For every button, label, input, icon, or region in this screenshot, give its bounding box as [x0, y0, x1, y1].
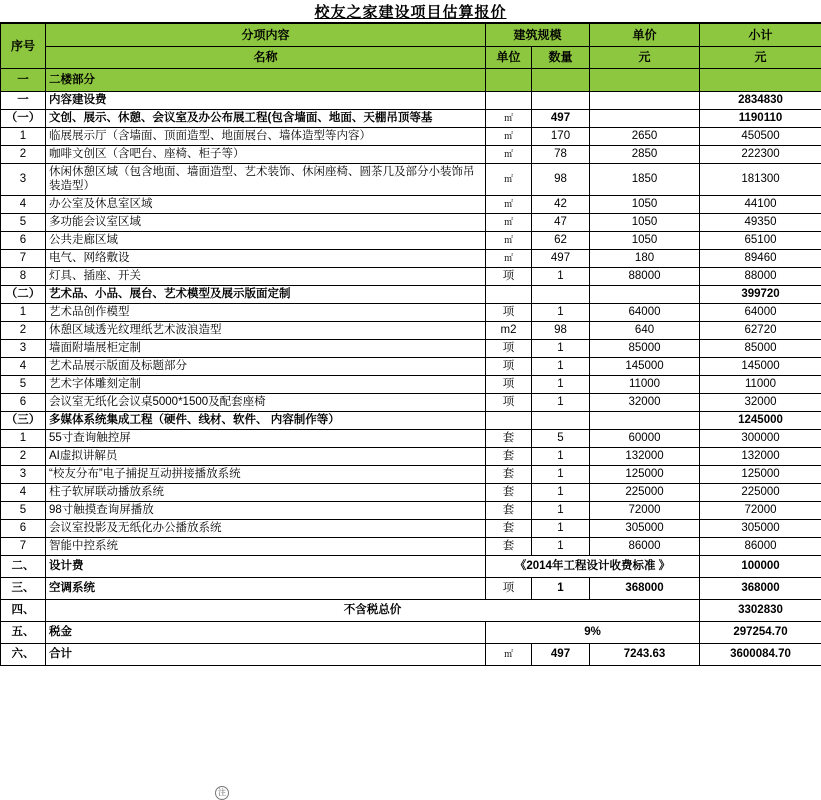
- cell-name: 灯具、插座、开关: [46, 267, 486, 285]
- cell-name: 合计: [46, 643, 486, 665]
- cell-qty: 1: [532, 339, 590, 357]
- cell-name: 休憩区域透光纹理纸艺术波浪造型: [46, 321, 486, 339]
- cell-unit: [486, 92, 532, 110]
- cell-unit-price: 125000: [590, 465, 700, 483]
- cell-unit-price: 2650: [590, 128, 700, 146]
- cell-unit-price: 640: [590, 321, 700, 339]
- cell-subtotal: 225000: [700, 483, 821, 501]
- cell-name: 办公室及休息室区域: [46, 195, 486, 213]
- cell-qty: 5: [532, 429, 590, 447]
- cell-no: 三、: [1, 577, 46, 599]
- cell-name: 内容建设费: [46, 92, 486, 110]
- cell-name: 艺术字体雕刻定制: [46, 375, 486, 393]
- table-row: [1, 429, 821, 447]
- cell-name: “校友分布”电子捕捉互动拼接播放系统: [46, 465, 486, 483]
- header-cell-name: 名称: [46, 47, 486, 69]
- cell-qty: 497: [532, 110, 590, 128]
- cell-qty: 1: [532, 303, 590, 321]
- table-row: [1, 321, 821, 339]
- cell-unit: ㎡: [486, 643, 532, 665]
- table-row: [1, 164, 821, 196]
- cell-unit: 套: [486, 429, 532, 447]
- cell-unit-price: 305000: [590, 519, 700, 537]
- cell-qty: 98: [532, 321, 590, 339]
- header-cell-unit: 单位: [486, 47, 532, 69]
- cell-no: 一: [1, 92, 46, 110]
- cell-no: 4: [1, 195, 46, 213]
- cell-unit: 套: [486, 537, 532, 555]
- cell-unit: [486, 411, 532, 429]
- cell-qty: [532, 285, 590, 303]
- cell-unit-price: 145000: [590, 357, 700, 375]
- cell-unit-price: 1850: [590, 164, 700, 196]
- cell-no: 3: [1, 465, 46, 483]
- cell-qty: 98: [532, 164, 590, 196]
- cell-unit: ㎡: [486, 146, 532, 164]
- estimate-table: [0, 23, 821, 666]
- cell-name: 空调系统: [46, 577, 486, 599]
- table-row: [1, 69, 821, 92]
- document-title-row: [0, 0, 821, 23]
- cell-unit: ㎡: [486, 231, 532, 249]
- cell-subtotal: 1245000: [700, 411, 821, 429]
- page-title: 校友之家建设项目估算报价: [314, 1, 506, 22]
- header-cell-qty: 数量: [532, 47, 590, 69]
- cell-name: 55寸查询触控屏: [46, 429, 486, 447]
- cell-subtotal: 3600084.70: [700, 643, 821, 665]
- table-row: [1, 92, 821, 110]
- header-cell-no: 序号: [1, 24, 46, 69]
- cell-subtotal: 450500: [700, 128, 821, 146]
- table-row: [1, 501, 821, 519]
- cell-unit: 项: [486, 375, 532, 393]
- cell-subtotal: 72000: [700, 501, 821, 519]
- cell-no: 2: [1, 447, 46, 465]
- cell-unit: ㎡: [486, 128, 532, 146]
- cell-subtotal: 100000: [700, 555, 821, 577]
- cell-name: 不含税总价: [46, 599, 700, 621]
- cell-unit-price: 72000: [590, 501, 700, 519]
- cell-subtotal: 297254.70: [700, 621, 821, 643]
- cell-unit-price: 88000: [590, 267, 700, 285]
- header-cell-content: 分项内容: [46, 24, 486, 47]
- cell-no: 6: [1, 231, 46, 249]
- table-row: [1, 555, 821, 577]
- cell-no: 1: [1, 303, 46, 321]
- cell-subtotal: 64000: [700, 303, 821, 321]
- cell-no: 四、: [1, 599, 46, 621]
- table-row: [1, 249, 821, 267]
- cell-unit: ㎡: [486, 110, 532, 128]
- table-row: [1, 146, 821, 164]
- cell-unit: 项: [486, 577, 532, 599]
- table-row: [1, 339, 821, 357]
- cell-unit: ㎡: [486, 195, 532, 213]
- cell-subtotal: 2834830: [700, 92, 821, 110]
- table-row: [1, 599, 821, 621]
- cell-no: 2: [1, 321, 46, 339]
- cell-name: 设计费: [46, 555, 486, 577]
- cell-name: 艺术品创作模型: [46, 303, 486, 321]
- cell-no: 5: [1, 501, 46, 519]
- cell-unit-price: 1050: [590, 213, 700, 231]
- cell-qty: 78: [532, 146, 590, 164]
- cell-name: 98寸触摸查询屏播放: [46, 501, 486, 519]
- cell-qty: 62: [532, 231, 590, 249]
- cell-qty: 170: [532, 128, 590, 146]
- cell-no: 1: [1, 429, 46, 447]
- cell-unit: 项: [486, 303, 532, 321]
- cell-no: 4: [1, 483, 46, 501]
- cell-subtotal: 62720: [700, 321, 821, 339]
- cell-qty: 42: [532, 195, 590, 213]
- cell-unit: ㎡: [486, 249, 532, 267]
- table-row: [1, 267, 821, 285]
- cell-no: （三）: [1, 411, 46, 429]
- cell-no: （二）: [1, 285, 46, 303]
- cell-subtotal: 88000: [700, 267, 821, 285]
- cell-subtotal: 125000: [700, 465, 821, 483]
- cell-unit: 项: [486, 393, 532, 411]
- cell-name: 电气、网络敷设: [46, 249, 486, 267]
- cell-name: 会议室无纸化会议桌5000*1500及配套座椅: [46, 393, 486, 411]
- cell-subtotal: 1190110: [700, 110, 821, 128]
- cell-unit-price: 1050: [590, 195, 700, 213]
- cell-qty: 1: [532, 393, 590, 411]
- cell-unit-price: 368000: [590, 577, 700, 599]
- table-row: [1, 285, 821, 303]
- cell-no: 6: [1, 393, 46, 411]
- cell-unit: [486, 69, 532, 92]
- cell-unit-price: [590, 411, 700, 429]
- table-row: [1, 213, 821, 231]
- cell-name: 休闲休憩区域（包含地面、墙面造型、艺术装饰、休闲座椅、圆茶几及部分小装饰吊装造型）: [46, 164, 486, 196]
- cell-qty: 1: [532, 465, 590, 483]
- cell-subtotal: 11000: [700, 375, 821, 393]
- cell-unit-price: 132000: [590, 447, 700, 465]
- cell-unit-price: 7243.63: [590, 643, 700, 665]
- cell-subtotal: 86000: [700, 537, 821, 555]
- table-row: [1, 411, 821, 429]
- cell-unit-price: 2850: [590, 146, 700, 164]
- cell-name: 多功能会议室区域: [46, 213, 486, 231]
- cell-qty: 1: [532, 519, 590, 537]
- cell-unit-price: [590, 69, 700, 92]
- cell-name: 公共走廊区域: [46, 231, 486, 249]
- cell-no: 7: [1, 249, 46, 267]
- cell-name: 会议室投影及无纸化办公播放系统: [46, 519, 486, 537]
- cell-qty: 497: [532, 643, 590, 665]
- table-header-row-2: [1, 47, 821, 69]
- cell-subtotal: 305000: [700, 519, 821, 537]
- cell-qty: 1: [532, 483, 590, 501]
- cell-qty: 1: [532, 577, 590, 599]
- cell-unit: 套: [486, 483, 532, 501]
- cell-unit-price: 64000: [590, 303, 700, 321]
- cell-unit: 项: [486, 267, 532, 285]
- cell-subtotal: 3302830: [700, 599, 821, 621]
- cell-merged-note: 《2014年工程设计收费标准 》: [486, 555, 700, 577]
- cell-qty: 47: [532, 213, 590, 231]
- cell-unit-price: 11000: [590, 375, 700, 393]
- cell-subtotal: [700, 69, 821, 92]
- cell-unit-price: [590, 110, 700, 128]
- cell-name: 墙面附墙展柜定制: [46, 339, 486, 357]
- cell-qty: 497: [532, 249, 590, 267]
- cell-unit: 项: [486, 339, 532, 357]
- cell-subtotal: 145000: [700, 357, 821, 375]
- cell-name: 艺术品、小品、展台、艺术模型及展示版面定制: [46, 285, 486, 303]
- cell-name: 税金: [46, 621, 486, 643]
- cell-no: 7: [1, 537, 46, 555]
- cell-name: 智能中控系统: [46, 537, 486, 555]
- cell-no: 一: [1, 69, 46, 92]
- cell-qty: 1: [532, 501, 590, 519]
- cell-qty: [532, 92, 590, 110]
- header-cell-price-unit: 元: [590, 47, 700, 69]
- cell-no: 3: [1, 164, 46, 196]
- cell-no: 5: [1, 213, 46, 231]
- cell-unit: 套: [486, 519, 532, 537]
- cell-no: 6: [1, 519, 46, 537]
- cell-subtotal: 89460: [700, 249, 821, 267]
- cell-qty: 1: [532, 267, 590, 285]
- table-row: [1, 375, 821, 393]
- cell-qty: [532, 69, 590, 92]
- table-row: [1, 110, 821, 128]
- cell-subtotal: 85000: [700, 339, 821, 357]
- table-row: [1, 621, 821, 643]
- table-header-row-1: [1, 24, 821, 47]
- cell-name: AI虚拟讲解员: [46, 447, 486, 465]
- cell-name: 多媒体系统集成工程（硬件、线材、软件、 内容制作等）: [46, 411, 486, 429]
- table-row: [1, 519, 821, 537]
- cell-unit: 套: [486, 465, 532, 483]
- cell-unit-price: [590, 92, 700, 110]
- table-row: [1, 357, 821, 375]
- cell-qty: 1: [532, 375, 590, 393]
- cell-qty: [532, 411, 590, 429]
- cell-subtotal: 181300: [700, 164, 821, 196]
- cell-subtotal: 65100: [700, 231, 821, 249]
- cell-unit-price: 60000: [590, 429, 700, 447]
- cell-unit-price: 1050: [590, 231, 700, 249]
- header-cell-price: 单价: [590, 24, 700, 47]
- cell-name: 二楼部分: [46, 69, 486, 92]
- table-row: [1, 465, 821, 483]
- cell-subtotal: 300000: [700, 429, 821, 447]
- table-row: [1, 577, 821, 599]
- table-row: [1, 231, 821, 249]
- cell-no: （一）: [1, 110, 46, 128]
- table-row: [1, 128, 821, 146]
- cell-subtotal: 399720: [700, 285, 821, 303]
- cell-merged-note: 9%: [486, 621, 700, 643]
- cell-unit: ㎡: [486, 213, 532, 231]
- cell-unit: ㎡: [486, 164, 532, 196]
- cell-no: 4: [1, 357, 46, 375]
- cell-no: 六、: [1, 643, 46, 665]
- cell-no: 二、: [1, 555, 46, 577]
- table-row: [1, 483, 821, 501]
- footnote-marker: 注: [215, 786, 229, 800]
- cell-no: 2: [1, 146, 46, 164]
- cell-unit-price: 32000: [590, 393, 700, 411]
- cell-unit-price: 180: [590, 249, 700, 267]
- cell-name: 柱子软屏联动播放系统: [46, 483, 486, 501]
- cell-unit: m2: [486, 321, 532, 339]
- cell-no: 3: [1, 339, 46, 357]
- cell-no: 5: [1, 375, 46, 393]
- cell-name: 艺术品展示版面及标题部分: [46, 357, 486, 375]
- cell-unit: 套: [486, 501, 532, 519]
- cell-qty: 1: [532, 447, 590, 465]
- table-row: [1, 643, 821, 665]
- table-row: [1, 537, 821, 555]
- header-cell-scale: 建筑规模: [486, 24, 590, 47]
- cell-name: 文创、展示、休憩、会议室及办公布展工程(包含墙面、地面、天棚吊顶等基: [46, 110, 486, 128]
- table-row: [1, 447, 821, 465]
- cell-no: 1: [1, 128, 46, 146]
- cell-unit-price: 85000: [590, 339, 700, 357]
- header-cell-subtotal: 小计: [700, 24, 821, 47]
- cell-qty: 1: [532, 357, 590, 375]
- cell-subtotal: 32000: [700, 393, 821, 411]
- cell-no: 五、: [1, 621, 46, 643]
- cell-unit-price: [590, 285, 700, 303]
- cell-qty: 1: [532, 537, 590, 555]
- cell-unit: 套: [486, 447, 532, 465]
- table-row: [1, 195, 821, 213]
- header-cell-subtotal-unit: 元: [700, 47, 821, 69]
- cell-subtotal: 368000: [700, 577, 821, 599]
- cell-unit: 项: [486, 357, 532, 375]
- cell-unit-price: 225000: [590, 483, 700, 501]
- table-row: [1, 303, 821, 321]
- cell-no: 8: [1, 267, 46, 285]
- cell-subtotal: 132000: [700, 447, 821, 465]
- table-row: [1, 393, 821, 411]
- cell-unit-price: 86000: [590, 537, 700, 555]
- cell-name: 咖啡文创区（含吧台、座椅、柜子等）: [46, 146, 486, 164]
- cell-unit: [486, 285, 532, 303]
- cell-subtotal: 222300: [700, 146, 821, 164]
- cell-subtotal: 49350: [700, 213, 821, 231]
- cell-subtotal: 44100: [700, 195, 821, 213]
- cell-name: 临展展示厅（含墙面、顶面造型、地面展台、墙体造型等内容）: [46, 128, 486, 146]
